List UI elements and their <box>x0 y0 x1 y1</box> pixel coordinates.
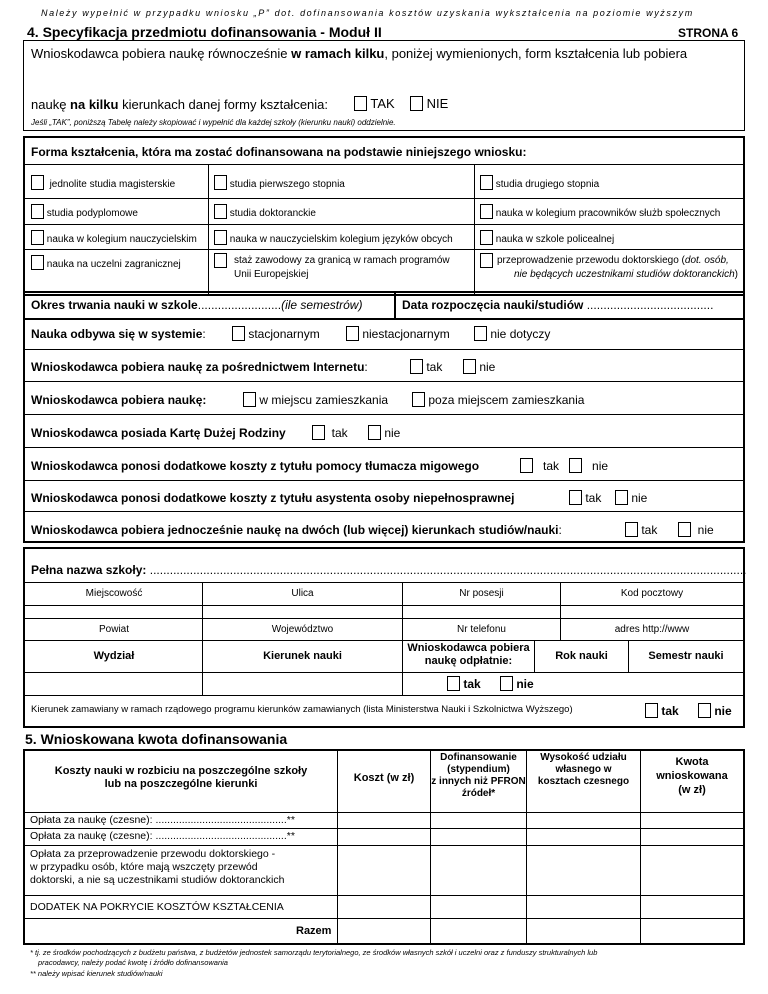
checkbox[interactable] <box>698 703 711 718</box>
checkbox[interactable] <box>447 676 460 691</box>
checkbox[interactable] <box>480 175 493 190</box>
kwota-col3-1: Dofinansowanie <box>440 752 517 763</box>
system-niestacjonarnym[interactable]: niestacjonarnym <box>346 326 450 341</box>
row-przewod-1: Opłata za przeprowadzenie przewodu doktorskiego - <box>30 848 276 860</box>
checkbox[interactable] <box>569 458 582 473</box>
checkbox[interactable] <box>31 175 44 190</box>
checkbox[interactable] <box>480 230 493 245</box>
col-wydzial: Wydział <box>93 650 135 662</box>
szkola-name-line: Pełna nazwa szkoły: ................................................................................................................................................................................... <box>31 563 747 577</box>
kwota-col5-1: Kwota <box>675 756 709 768</box>
col-odplatnie-2: naukę odpłatnie: <box>424 655 513 667</box>
kwota-col5-3: (w zł) <box>678 784 706 796</box>
intro-nie-checkbox[interactable] <box>410 96 423 111</box>
col-kierunek: Kierunek nauki <box>263 650 342 662</box>
intro-nie-option[interactable]: NIE <box>410 96 448 111</box>
col-powiat: Powiat <box>98 624 129 635</box>
row-dodatek: DODATEK NA POKRYCIE KOSZTÓW KSZTAŁCENIA <box>30 901 284 913</box>
header-note: Należy wypełnić w przypadku wniosku „P” dot. dofinansowania kosztów uzyskania wykształcenia na poziomie wyższym <box>41 8 694 18</box>
okres-label: Okres trwania nauki w szkole.........................(ile semestrów) <box>31 298 363 312</box>
odplatnie-tak[interactable]: tak <box>447 676 481 691</box>
checkbox[interactable] <box>480 253 493 268</box>
miejsce-w-miejscu[interactable]: w miejscu zamieszkania <box>243 392 388 407</box>
footnote-1-line-1: * tj. ze środków pochodzących z budżetu państwa, z budżetów jednostek samorządu terytorialnego, ze środków własnych szkół i uczelni oraz z funduszy strukturalnych lub <box>30 948 598 957</box>
internet-nie[interactable]: nie <box>463 359 495 374</box>
forma-option-kolegium-sluzb[interactable]: nauka w kolegium pracowników służb społecznych <box>480 204 720 219</box>
checkbox[interactable] <box>500 676 513 691</box>
checkbox[interactable] <box>412 392 425 407</box>
col-nr-telefonu: Nr telefonu <box>457 624 506 635</box>
col-nr-posesji: Nr posesji <box>459 588 504 599</box>
tlumacz-question: Wnioskodawca ponosi dodatkowe koszty z tytułu pomocy tłumacza migowego <box>31 459 480 473</box>
checkbox[interactable] <box>312 425 325 440</box>
zamawiany-nie[interactable]: nie <box>698 703 732 718</box>
checkbox[interactable] <box>625 522 638 537</box>
forma-option-policealna[interactable]: nauka w szkole policealnej <box>480 230 614 245</box>
system-nie-dotyczy[interactable]: nie dotyczy <box>474 326 550 341</box>
karta-nie[interactable]: nie <box>368 425 400 440</box>
kwota-col3-2: (stypendium) <box>447 764 510 775</box>
row-oplata-1: Opłata za naukę (czesne): .............................................** <box>30 814 295 826</box>
zamawiany-tak[interactable]: tak <box>645 703 679 718</box>
checkbox[interactable] <box>31 204 44 219</box>
intro-line-1: Wnioskodawca pobiera naukę równocześnie w ramach kilku, poniżej wymienionych, form kształcenia lub pobiera <box>31 46 688 61</box>
internet-tak[interactable]: tak <box>410 359 442 374</box>
checkbox[interactable] <box>214 253 227 268</box>
intro-note: Jeśli „TAK”, poniższą Tabelę należy skopiować i wypełnić dla każdej szkoły (kierunku nauki) oddzielnie. <box>31 118 396 127</box>
checkbox[interactable] <box>232 326 245 341</box>
checkbox[interactable] <box>520 458 533 473</box>
forma-title: Forma kształcenia, która ma zostać dofinansowana na podstawie niniejszego wniosku: <box>31 145 527 159</box>
col-semestr-nauki: Semestr nauki <box>648 650 724 662</box>
forma-option-drugiego[interactable]: studia drugiego stopnia <box>480 175 599 190</box>
forma-option-podyplomowe[interactable]: studia podyplomowe <box>31 204 138 219</box>
checkbox[interactable] <box>569 490 582 505</box>
checkbox[interactable] <box>214 204 227 219</box>
intro-tak-checkbox[interactable] <box>354 96 367 111</box>
col-rok-nauki: Rok nauki <box>555 650 608 662</box>
kierunek-zamawiany-label: Kierunek zamawiany w ramach rządowego programu kierunków zamawianych (lista Ministerstwa Nauki i Szkolnictwa Wyższego) <box>31 704 573 715</box>
kwota-col4-2: własnego w <box>555 764 612 775</box>
dwa-kierunki-nie[interactable]: nie <box>678 522 714 537</box>
forma-option-kolegium-jezykow[interactable]: nauka w nauczycielskim kolegium języków obcych <box>214 230 453 245</box>
data-rozpoczecia: Data rozpoczęcia nauki/studiów ...................................... <box>402 298 714 312</box>
col-odplatnie-1: Wnioskodawca pobiera <box>407 642 530 654</box>
page-label: STRONA 6 <box>678 26 739 40</box>
miejsce-question: Wnioskodawca pobiera naukę: <box>31 393 207 407</box>
intro-line-2: naukę na kilku kierunkach danej formy kształcenia: <box>31 97 329 112</box>
karta-question: Wnioskodawca posiada Kartę Dużej Rodziny <box>31 426 286 440</box>
row-razem: Razem <box>296 925 332 937</box>
karta-tak[interactable]: tak <box>312 425 348 440</box>
checkbox[interactable] <box>214 175 227 190</box>
checkbox[interactable] <box>214 230 227 245</box>
tlumacz-nie[interactable]: nie <box>569 458 608 473</box>
forma-option-kolegium-nauczycielskie[interactable]: nauka w kolegium nauczycielskim <box>31 230 197 245</box>
checkbox[interactable] <box>480 204 493 219</box>
col-miejscowosc: Miejscowość <box>85 588 143 599</box>
checkbox[interactable] <box>31 255 44 270</box>
col-kod-pocztowy: Kod pocztowy <box>620 588 684 599</box>
checkbox[interactable] <box>678 522 691 537</box>
col-ulica: Ulica <box>291 588 314 599</box>
checkbox[interactable] <box>463 359 476 374</box>
miejsce-poza[interactable]: poza miejscem zamieszkania <box>412 392 584 407</box>
forma-staz-label-1: staż zawodowy za granicą w ramach programów <box>234 255 450 266</box>
col-wojewodztwo: Województwo <box>271 624 334 635</box>
row-oplata-2: Opłata za naukę (czesne): .............................................** <box>30 830 295 842</box>
system-stacjonarnym[interactable]: stacjonarnym <box>232 326 320 341</box>
checkbox[interactable] <box>410 359 423 374</box>
internet-question: Wnioskodawca pobiera naukę za pośrednictwem Internetu: <box>31 360 368 374</box>
kwota-col2: Koszt (w zł) <box>353 772 415 784</box>
forma-option-zagraniczna[interactable]: nauka na uczelni zagranicznej <box>31 255 181 270</box>
intro-tak-option[interactable]: TAK <box>354 96 395 111</box>
section-4-title: 4. Specyfikacja przedmiotu dofinansowania - Moduł II <box>27 24 382 40</box>
dwa-kierunki-question: Wnioskodawca pobiera jednocześnie naukę na dwóch (lub więcej) kierunkach studiów/nauki: <box>31 523 562 537</box>
forma-przewod-label-2: nie będących uczestnikami studiów doktoranckich) <box>513 269 738 280</box>
forma-option-jednolite[interactable]: jednolite studia magisterskie <box>31 175 175 190</box>
kwota-col3-3: z innych niż PFRON <box>431 776 526 787</box>
kwota-col5-2: wnioskowana <box>656 770 728 782</box>
tlumacz-tak[interactable]: tak <box>520 458 559 473</box>
kwota-col1-2: lub na poszczególne kierunki <box>104 778 258 790</box>
asystent-question: Wnioskodawca ponosi dodatkowe koszty z tytułu asystenta osoby niepełnosprawnej <box>31 491 515 505</box>
odplatnie-nie[interactable]: nie <box>500 676 534 691</box>
forma-option-staz[interactable] <box>214 253 227 268</box>
system-question: Nauka odbywa się w systemie: <box>31 327 206 341</box>
row-przewod-3: doktorski, a nie są uczestnikami studiów doktoranckich <box>30 874 285 886</box>
row-przewod-2: w przypadku osób, które mają wszczęty przewód <box>30 861 258 873</box>
forma-przewod-label-1: przeprowadzenie przewodu doktorskiego (dot. osób, <box>497 255 729 266</box>
section-5-title: 5. Wnioskowana kwota dofinansowania <box>25 731 288 747</box>
forma-option-doktoranckie[interactable]: studia doktoranckie <box>214 204 316 219</box>
footnote-1-line-2: pracodawcy, należy podać kwotę i źródło dofinansowania <box>38 958 228 967</box>
forma-staz-label-2: Unii Europejskiej <box>234 269 309 280</box>
kwota-col4-1: Wysokość udziału <box>540 752 627 763</box>
checkbox[interactable] <box>645 703 658 718</box>
asystent-tak[interactable]: tak <box>569 490 601 505</box>
forma-option-pierwszego[interactable]: studia pierwszego stopnia <box>214 175 345 190</box>
col-adres-www: adres http://www <box>614 624 690 635</box>
checkbox[interactable] <box>31 230 44 245</box>
checkbox[interactable] <box>615 490 628 505</box>
kwota-col3-4: źródeł* <box>461 788 496 799</box>
footnote-2: ** należy wpisać kierunek studiów/nauki <box>30 969 163 978</box>
checkbox[interactable] <box>243 392 256 407</box>
forma-option-przewod[interactable] <box>480 253 493 268</box>
checkbox[interactable] <box>368 425 381 440</box>
asystent-nie[interactable]: nie <box>615 490 647 505</box>
checkbox[interactable] <box>346 326 359 341</box>
kwota-col1-1: Koszty nauki w rozbiciu na poszczególne szkoły <box>54 765 308 777</box>
dwa-kierunki-tak[interactable]: tak <box>625 522 657 537</box>
kwota-col4-3: kosztach czesnego <box>537 776 630 787</box>
checkbox[interactable] <box>474 326 487 341</box>
